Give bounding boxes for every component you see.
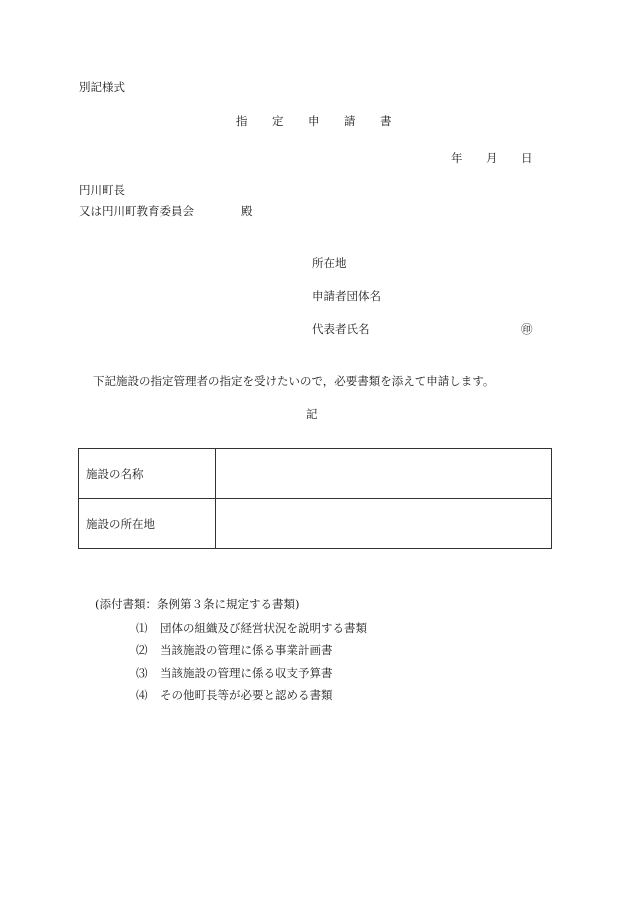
list-item-text: 団体の組織及び経営状況を説明する書類 [160, 621, 367, 635]
applicant-location-label: 所在地 [312, 256, 347, 270]
ki-heading: 記 [306, 407, 318, 421]
applicant-org-label: 申請者団体名 [312, 289, 381, 303]
applicant-rep-label: 代表者氏名 [312, 322, 370, 336]
addressee-line-2: 又は円川町教育委員会 [79, 204, 194, 218]
date-day: 日 [521, 151, 533, 165]
date-line [451, 153, 556, 165]
title-char: 定 [272, 114, 284, 128]
document-title [236, 116, 416, 128]
facility-location-label: 施設の所在地 [79, 499, 216, 549]
list-item-text: 当該施設の管理に係る収支予算書 [160, 666, 333, 680]
list-item [136, 645, 333, 657]
form-label: 別記様式 [79, 80, 125, 94]
list-item-number: ⑶ [136, 666, 148, 680]
application-statement: 下記施設の指定管理者の指定を受けたいので，必要書類を添えて申請します。 [93, 374, 495, 388]
date-month: 月 [486, 151, 498, 165]
attachments-heading: (添付書類：条例第３条に規定する書類) [95, 597, 300, 611]
list-item-text: 当該施設の管理に係る事業計画書 [160, 643, 333, 657]
title-char: 申 [308, 114, 320, 128]
title-char: 請 [344, 114, 356, 128]
list-item [136, 690, 333, 702]
seal-mark: ㊞ [521, 322, 533, 336]
facility-name-label: 施設の名称 [79, 449, 216, 499]
list-item-number: ⑵ [136, 643, 148, 657]
list-item-number: ⑴ [136, 621, 148, 635]
addressee-honorific: 殿 [241, 204, 253, 218]
title-char: 書 [380, 114, 392, 128]
list-item-text: その他町長等が必要と認める書類 [160, 688, 333, 702]
table-row [79, 499, 552, 549]
list-item-number: ⑷ [136, 688, 148, 702]
list-item [136, 668, 333, 680]
facility-location-value [216, 499, 552, 549]
table-row [79, 449, 552, 499]
date-year: 年 [451, 151, 463, 165]
addressee-line-1: 円川町長 [79, 183, 125, 197]
list-item [136, 623, 367, 635]
facility-table [78, 448, 552, 549]
facility-name-value [216, 449, 552, 499]
title-char: 指 [236, 114, 248, 128]
